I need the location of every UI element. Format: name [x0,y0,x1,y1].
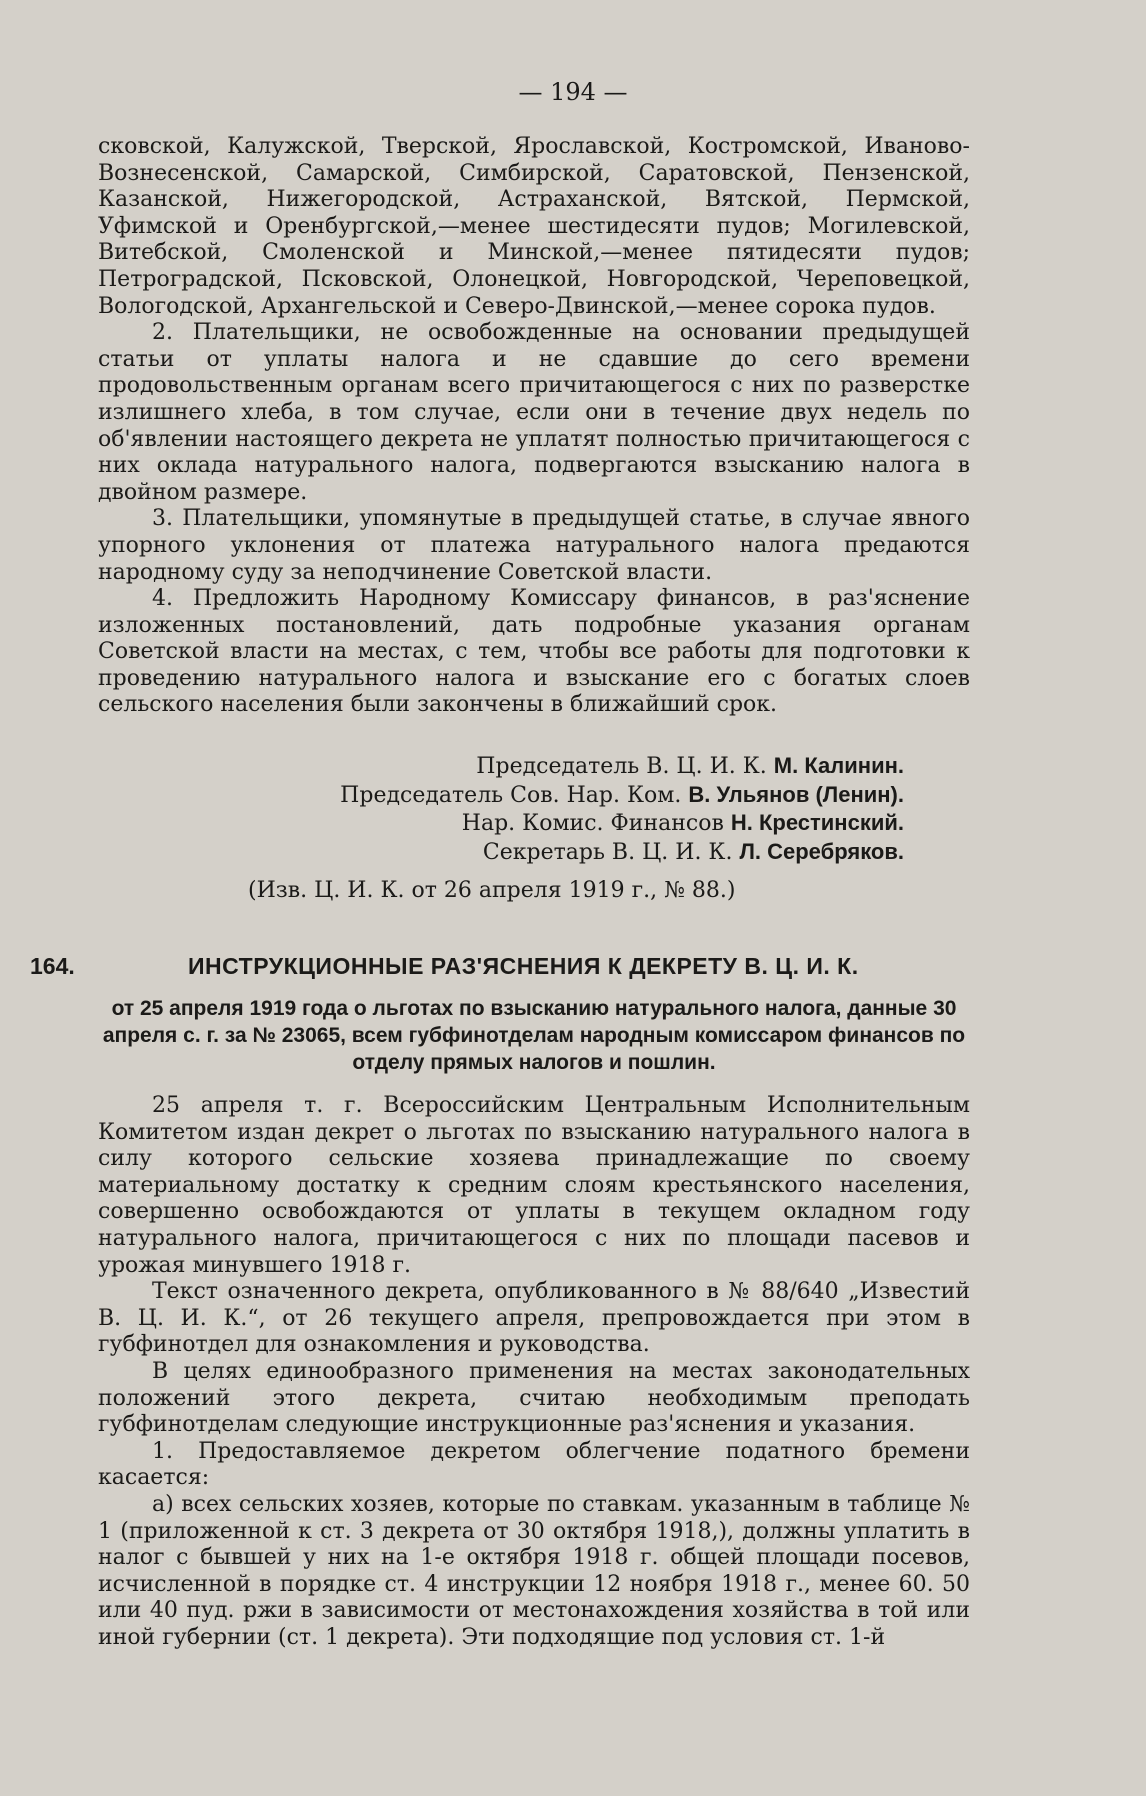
body-paragraph: а) всех сельских хозяев, которые по ставкам. указанным в таблице № 1 (приложенной к ст. 3 декрета от 30 октября 1918,), должны уплатить в налог с бывшей у них на 1-е октября 1918 г. общей площади посевов, исчисленной в порядке ст. 4 инструкции 12 ноября 1918 г., менее 60. 50 или 40 пуд. ржи в зависимости от местонахождения хозяйства в той или иной губернии (ст. 1 декрета). Эти подходящие под условия ст. 1-й [98,1491,970,1650]
source-note: (Изв. Ц. И. К. от 26 апреля 1919 г., № 88.) [248,878,736,903]
body-paragraph: 1. Предоставляемое декретом облегчение податного бремени касается: [98,1438,970,1491]
signature-name: Н. Крестинский. [730,810,904,835]
signature-title: Секретарь В. Ц. И. К. [482,839,733,865]
section-subtitle: от 25 апреля 1919 года о льготах по взысканию натурального налога, данные 30 апреля с. г. за № 23065, всем губфинотделам народным комиссаром финансов по отделу прямых налогов и пошлин. [102,997,966,1074]
paragraph-article-3: 3. Плательщики, упомянутые в предыдущей статье, в случае явного упорного уклонения от платежа натурального налога предаются народному суду за неподчинение Советской власти. [98,506,970,585]
signature-line [98,781,904,810]
signature-name: Л. Серебряков. [739,838,904,864]
body-paragraph: Текст означенного декрета, опубликованного в № 88/640 „Известий В. Ц. И. К.“, от 26 текущего апреля, препровождается при этом в губфинотдел для ознакомления и руководства. [98,1279,970,1358]
decree-continuation [98,134,970,719]
signature-line [98,809,904,838]
body-paragraph: 25 апреля т. г. Всероссийским Центральным Исполнительным Комитетом издан декрет о льготах по взысканию натурального налога в силу которого сельские хозяева принадлежащие по своему материальному достатку к средним слоям крестьянского населения, совершенно освобождаются от уплаты в текущем окладном году натурального налога, причитающегося с них по площади пасевов и урожая минувшего 1918 г. [98,1093,970,1278]
paragraph-article-2: 2. Плательщики, не освобожденные на основании предыдущей статьи от уплаты налога и не сдавшие до сего времени продовольственным органам всего причитающегося с них по разверстке излишнего хлеба, в том случае, если они в течение двух недель по об'явлении настоящего декрета не уплатят полностью причитающегося с них оклада натурального налога, подвергаются взысканию налога в двойном размере. [98,320,970,505]
page-number: — 194 — [518,78,628,106]
instruction-body [98,1093,970,1651]
signature-line [98,752,904,781]
signature-line [98,838,904,867]
signatures [98,752,904,866]
signature-title: Председатель В. Ц. И. К. [476,754,767,779]
signature-name: М. Калинин. [773,753,904,778]
paragraph-article-4: 4. Предложить Народному Комиссару финансов, в раз'яснение изложенных постановлений, дать подробные указания органам Советской власти на местах, с тем, чтобы все работы для подготовки к проведению натурального налога и взыскание его с богатых слоев сельского населения были закончены в ближайший срок. [98,586,970,718]
signature-title: Председатель Сов. Нар. Ком. [340,782,682,808]
paragraph-continued: сковской, Калужской, Тверской, Ярославской, Костромской, Иваново-Вознесенской, Самарской, Симбирской, Саратовской, Пензенской, Казанской, Нижегородской, Астраханской, Вятской, Пермской, Уфимской и Оренбургской,—менее шестидесяти пудов; Могилевской, Витебской, Смоленской и Минской,—менее пятидесяти пудов; Петроградской, Псковской, Олонецкой, Новгородской, Череповецкой, Вологодской, Архангельской и Северо-Двинской,—менее сорока пудов. [98,134,970,319]
section-title: ИНСТРУКЦИОННЫЕ РАЗ'ЯСНЕНИЯ К ДЕКРЕТУ В. Ц. И. К. [188,953,859,979]
signature-name: В. Ульянов (Ленин). [688,781,904,807]
section-number: 164. [30,953,75,979]
body-paragraph: В целях единообразного применения на местах законодательных положений этого декрета, считаю необходимым преподать губфинотделам следующие инструкционные раз'яснения и указания. [98,1358,970,1438]
signature-title: Нар. Комис. Финансов [461,811,724,836]
